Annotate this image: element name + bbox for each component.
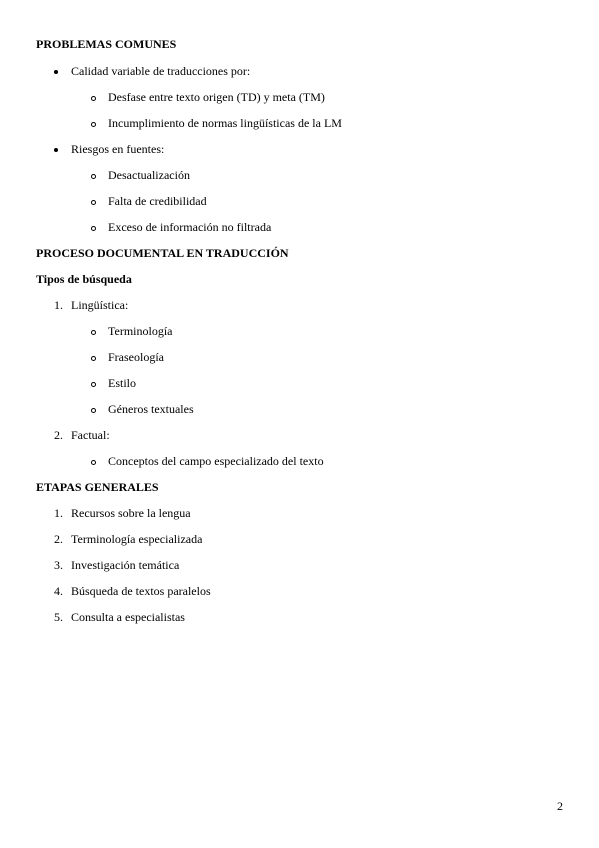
sub-list-item: Desfase entre texto origen (TD) y meta (TM) <box>108 90 325 104</box>
bullet-circle <box>91 330 96 335</box>
sub-list-item: Incumplimiento de normas lingüísticas de la LM <box>108 116 342 130</box>
sub-list-item: Terminología <box>108 324 173 338</box>
heading-problemas-comunes: PROBLEMAS COMUNES <box>36 37 177 51</box>
numbered-item: Factual: <box>71 428 110 442</box>
list-number: 3. <box>54 558 63 572</box>
numbered-item: Terminología especializada <box>71 532 203 546</box>
bullet-circle <box>91 226 96 231</box>
sub-list-item: Falta de credibilidad <box>108 194 207 208</box>
bullet-circle <box>91 96 96 101</box>
bullet-circle <box>91 200 96 205</box>
numbered-item: Investigación temática <box>71 558 180 572</box>
list-number: 5. <box>54 610 63 624</box>
bullet-circle <box>91 356 96 361</box>
list-item: Calidad variable de traducciones por: <box>71 64 251 78</box>
bullet-circle <box>91 382 96 387</box>
bullet-circle <box>91 174 96 179</box>
bullet-circle <box>91 408 96 413</box>
list-number: 1. <box>54 506 63 520</box>
sub-list-item: Desactualización <box>108 168 190 182</box>
sub-list-item: Estilo <box>108 376 137 390</box>
bullet-circle <box>91 460 96 465</box>
list-number: 2. <box>54 532 63 546</box>
heading-proceso-documental: PROCESO DOCUMENTAL EN TRADUCCIÓN <box>36 246 289 260</box>
list-number: 4. <box>54 584 63 598</box>
numbered-item: Lingüística: <box>71 298 129 312</box>
bullet-circle <box>91 122 96 127</box>
sub-list-item: Fraseología <box>108 350 164 364</box>
numbered-item: Búsqueda de textos paralelos <box>71 584 211 598</box>
page-number: 2 <box>557 799 563 813</box>
subheading-tipos-busqueda: Tipos de búsqueda <box>36 272 132 286</box>
list-number: 1. <box>54 298 63 312</box>
list-number: 2. <box>54 428 63 442</box>
heading-etapas-generales: ETAPAS GENERALES <box>36 480 159 494</box>
sub-list-item: Conceptos del campo especializado del texto <box>108 454 324 468</box>
sub-list-item: Géneros textuales <box>108 402 194 416</box>
bullet-disc <box>54 70 58 74</box>
numbered-item: Recursos sobre la lengua <box>71 506 191 520</box>
list-item: Riesgos en fuentes: <box>71 142 165 156</box>
bullet-disc <box>54 148 58 152</box>
sub-list-item: Exceso de información no filtrada <box>108 220 272 234</box>
numbered-item: Consulta a especialistas <box>71 610 185 624</box>
